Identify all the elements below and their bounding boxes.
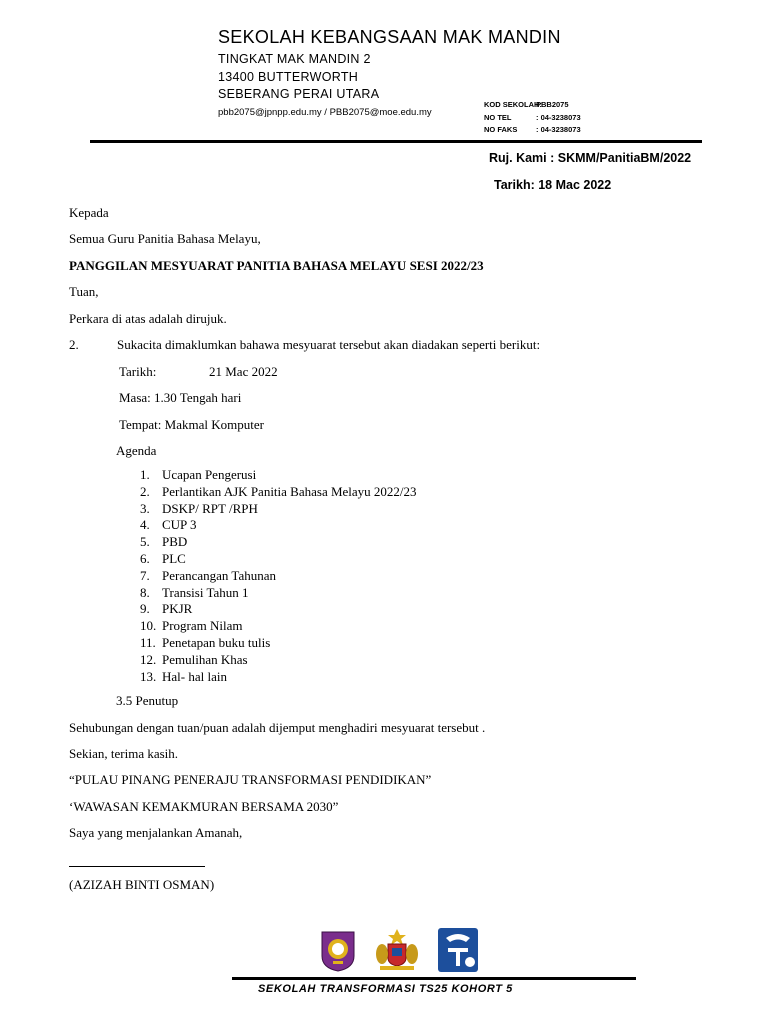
school-name: SEKOLAH KEBANGSAAN MAK MANDIN bbox=[218, 27, 561, 47]
letter-date: Tarikh: 18 Mac 2022 bbox=[494, 178, 612, 192]
paragraph-text: Sukacita dimaklumkan bahawa mesyuarat tersebut akan diadakan seperti berikut: bbox=[117, 337, 541, 352]
perkara: Perkara di atas adalah dirujuk. bbox=[69, 311, 227, 326]
agenda-num: 3. bbox=[140, 500, 150, 516]
agenda-text: PLC bbox=[162, 550, 186, 566]
slogan-2: ‘WAWASAN KEMAKMURAN BERSAMA 2030” bbox=[69, 799, 339, 814]
address-line-2: 13400 BUTTERWORTH bbox=[218, 70, 359, 84]
school-crest-icon bbox=[320, 930, 356, 972]
agenda-num: 11. bbox=[140, 634, 156, 650]
ts25-logo-icon bbox=[438, 928, 478, 972]
agenda-item bbox=[140, 467, 417, 484]
slogan-1: “PULAU PINANG PENERAJU TRANSFORMASI PENDIDIKAN” bbox=[69, 772, 432, 787]
agenda-num: 5. bbox=[140, 534, 150, 550]
sign-off: Saya yang menjalankan Amanah, bbox=[69, 825, 243, 840]
tel-value: : 04-3238073 bbox=[536, 112, 581, 122]
paragraph-number: 2. bbox=[69, 337, 79, 352]
code-value: PBB2075 bbox=[536, 100, 569, 109]
agenda-text: CUP 3 bbox=[162, 517, 197, 533]
tel-row bbox=[484, 112, 581, 125]
malaysia-coat-of-arms-icon bbox=[374, 928, 420, 972]
agenda-item bbox=[140, 618, 417, 635]
agenda-item bbox=[140, 568, 417, 585]
header-divider bbox=[90, 140, 702, 143]
agenda-list bbox=[140, 467, 417, 685]
address-line-1: TINGKAT MAK MANDIN 2 bbox=[218, 52, 371, 66]
agenda-item bbox=[140, 517, 417, 534]
agenda-text: PBD bbox=[162, 534, 188, 550]
agenda-item bbox=[140, 501, 417, 518]
agenda-item bbox=[140, 669, 417, 686]
agenda-item bbox=[140, 635, 417, 652]
footer-divider bbox=[232, 977, 636, 980]
recipient: Semua Guru Panitia Bahasa Melayu, bbox=[69, 231, 261, 246]
footer-text: SEKOLAH TRANSFORMASI TS25 KOHORT 5 bbox=[258, 983, 513, 995]
reference-number: Ruj. Kami : SKMM/PanitiaBM/2022 bbox=[489, 151, 692, 165]
agenda-num: 7. bbox=[140, 567, 150, 583]
agenda-item bbox=[140, 601, 417, 618]
agenda-text: Penetapan buku tulis bbox=[162, 634, 271, 650]
agenda-num: 6. bbox=[140, 550, 150, 566]
kepada: Kepada bbox=[69, 205, 109, 220]
fax-row bbox=[484, 124, 581, 137]
agenda-heading: Agenda bbox=[116, 443, 157, 458]
meeting-date-value: 21 Mac 2022 bbox=[209, 364, 278, 379]
footer-logos bbox=[320, 928, 478, 972]
agenda-num: 4. bbox=[140, 517, 150, 533]
tel-label: NO TEL bbox=[484, 112, 512, 122]
school-codes bbox=[484, 99, 581, 137]
salutation: Tuan, bbox=[69, 284, 99, 299]
agenda-text: Perancangan Tahunan bbox=[162, 567, 276, 583]
agenda-num: 8. bbox=[140, 584, 150, 600]
agenda-text: Transisi Tahun 1 bbox=[162, 584, 249, 600]
meeting-venue: Tempat: Makmal Komputer bbox=[119, 417, 264, 432]
fax-label: NO FAKS bbox=[484, 125, 518, 134]
code-label: KOD SEKOLAH: bbox=[484, 100, 542, 109]
agenda-num: 9. bbox=[140, 601, 150, 617]
closing-thanks: Sekian, terima kasih. bbox=[69, 746, 179, 761]
agenda-text: DSKP/ RPT /RPH bbox=[162, 500, 258, 516]
agenda-num: 12. bbox=[140, 651, 157, 667]
agenda-item bbox=[140, 585, 417, 602]
agenda-text: Program Nilam bbox=[162, 618, 243, 634]
agenda-num: 10. bbox=[140, 618, 157, 634]
agenda-num: 1. bbox=[140, 467, 150, 482]
letter-title: PANGGILAN MESYUARAT PANITIA BAHASA MELAYU SESI 2022/23 bbox=[69, 258, 484, 273]
agenda-text: PKJR bbox=[162, 601, 193, 617]
agenda-num: 13. bbox=[140, 668, 157, 684]
closing-invitation: Sehubungan dengan tuan/puan adalah dijemput menghadiri mesyuarat tersebut . bbox=[69, 720, 486, 735]
address-line-3: SEBERANG PERAI UTARA bbox=[218, 87, 380, 101]
agenda-text: Hal- hal lain bbox=[162, 668, 227, 684]
agenda-text: Ucapan Pengerusi bbox=[162, 467, 257, 482]
agenda-item bbox=[140, 484, 417, 501]
agenda-item bbox=[140, 551, 417, 568]
agenda-num: 2. bbox=[140, 483, 150, 499]
school-emails: pbb2075@jpnpp.edu.my / PBB2075@moe.edu.my bbox=[218, 107, 432, 118]
agenda-item bbox=[140, 652, 417, 669]
meeting-time: Masa: 1.30 Tengah hari bbox=[119, 390, 242, 405]
signature-line bbox=[69, 866, 205, 867]
fax-value: : 04-3238073 bbox=[536, 125, 581, 134]
agenda-text: Pemulihan Khas bbox=[162, 651, 248, 667]
meeting-date-label: Tarikh: bbox=[119, 364, 157, 379]
agenda-closing: 3.5 Penutup bbox=[116, 693, 179, 708]
agenda-text: Perlantikan AJK Panitia Bahasa Melayu 2022/23 bbox=[162, 483, 417, 499]
agenda-item bbox=[140, 534, 417, 551]
signatory-name: (AZIZAH BINTI OSMAN) bbox=[69, 877, 215, 892]
school-code-row bbox=[484, 99, 581, 112]
